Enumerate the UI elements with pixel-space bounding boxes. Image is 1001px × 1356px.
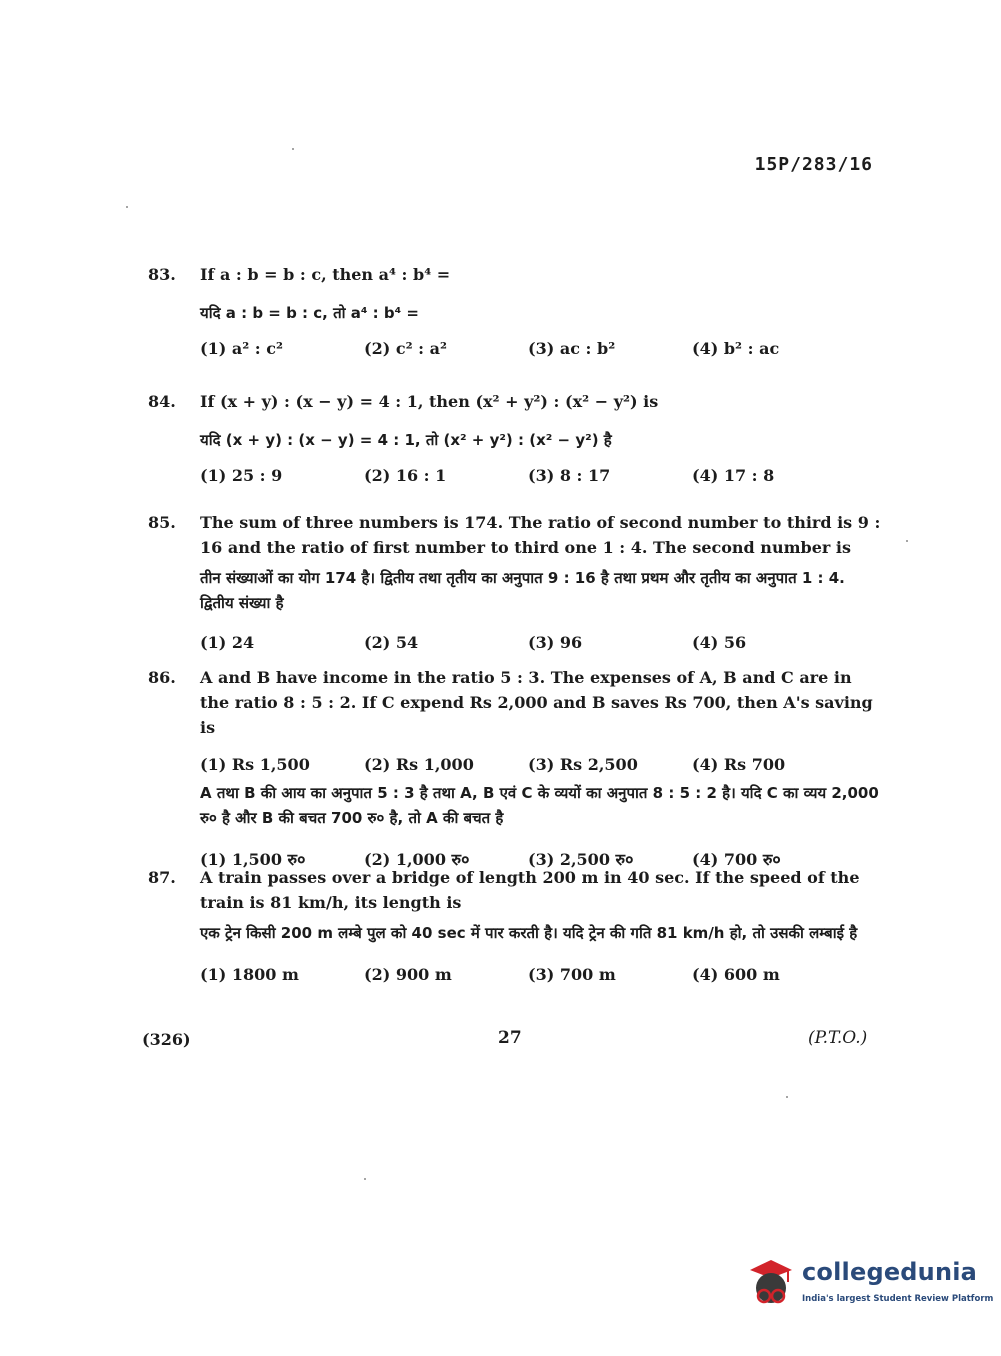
question-84 bbox=[148, 389, 883, 488]
question-text-hi: यदि a : b = b : c, तो a⁴ : b⁴ = bbox=[200, 304, 419, 322]
option-1: (1) 24 bbox=[200, 633, 255, 652]
please-turn-over: (P.T.O.) bbox=[808, 1028, 868, 1048]
option-2: (2) 54 bbox=[364, 633, 419, 652]
scan-speck bbox=[786, 1096, 788, 1098]
scan-speck bbox=[292, 148, 294, 150]
option-2: (2) 900 m bbox=[364, 965, 452, 984]
question-text-hi: एक ट्रेन किसी 200 m लम्बे पुल को 40 sec में पार करती है। यदि ट्रेन की गति 81 km/h हो, तो उसकी लम्बाई है bbox=[200, 924, 858, 942]
question-text-en: A and B have income in the ratio 5 : 3. The expenses of A, B and C are in the ratio 8 : 5 : 2. If C expend Rs 2,000 and B saves Rs 700, then A's saving is bbox=[200, 668, 873, 737]
question-number: 84. bbox=[148, 392, 176, 411]
question-number: 83. bbox=[148, 265, 176, 284]
option-4: (4) 600 m bbox=[692, 965, 780, 984]
option-4: (4) b² : ac bbox=[692, 339, 780, 358]
question-text-en: A train passes over a bridge of length 200 m in 40 sec. If the speed of the train is 81 km/h, its length is bbox=[200, 868, 860, 912]
options bbox=[200, 336, 883, 361]
question-text-en: If (x + y) : (x − y) = 4 : 1, then (x² + y²) : (x² − y²) is bbox=[200, 392, 659, 411]
question-number: 87. bbox=[148, 868, 176, 887]
options-en bbox=[200, 752, 883, 777]
logo-tagline: India's largest Student Review Platform bbox=[802, 1294, 994, 1304]
question-85 bbox=[148, 510, 883, 655]
option-4-en: (4) Rs 700 bbox=[692, 755, 786, 774]
option-4: (4) 56 bbox=[692, 633, 747, 652]
option-2: (2) c² : a² bbox=[364, 339, 448, 358]
option-3: (3) ac : b² bbox=[528, 339, 616, 358]
option-2: (2) 16 : 1 bbox=[364, 466, 447, 485]
question-text-en: If a : b = b : c, then a⁴ : b⁴ = bbox=[200, 265, 451, 284]
question-87 bbox=[148, 865, 883, 987]
options bbox=[200, 463, 883, 488]
paper-code: 15P/283/16 bbox=[754, 154, 873, 175]
logo-mascot-icon bbox=[744, 1256, 798, 1310]
question-number: 85. bbox=[148, 513, 176, 532]
option-1: (1) a² : c² bbox=[200, 339, 284, 358]
options bbox=[200, 962, 883, 987]
page-number: 27 bbox=[498, 1028, 522, 1048]
option-4: (4) 17 : 8 bbox=[692, 466, 775, 485]
option-3: (3) 700 m bbox=[528, 965, 616, 984]
option-4: (4) 700 रु० bbox=[692, 850, 781, 869]
question-83 bbox=[148, 262, 883, 361]
scan-speck bbox=[364, 1178, 366, 1180]
option-1-en: (1) Rs 1,500 bbox=[200, 755, 310, 774]
option-2: (2) 1,000 रु० bbox=[364, 850, 470, 869]
logo-wordmark: collegedunia bbox=[802, 1258, 978, 1286]
option-1: (1) 1800 m bbox=[200, 965, 299, 984]
question-text-hi: तीन संख्याओं का योग 174 है। द्वितीय तथा तृतीय का अनुपात 9 : 16 है तथा प्रथम और तृतीय का अनुपात 1 : 4. द्वितीय संख्या है bbox=[200, 569, 845, 612]
question-text-hi: यदि (x + y) : (x − y) = 4 : 1, तो (x² + y²) : (x² − y²) है bbox=[200, 431, 612, 449]
question-number: 86. bbox=[148, 668, 176, 687]
option-3-en: (3) Rs 2,500 bbox=[528, 755, 638, 774]
option-2-en: (2) Rs 1,000 bbox=[364, 755, 474, 774]
collegedunia-logo bbox=[744, 1256, 994, 1314]
option-1: (1) 1,500 रु० bbox=[200, 850, 306, 869]
paper-series-code: (326) bbox=[142, 1030, 191, 1049]
question-text-en: The sum of three numbers is 174. The ratio of second number to third is 9 : 16 and the ratio of first number to third one 1 : 4. The second number is bbox=[200, 513, 881, 557]
option-3: (3) 8 : 17 bbox=[528, 466, 611, 485]
scan-speck bbox=[126, 206, 128, 208]
option-3: (3) 2,500 रु० bbox=[528, 850, 634, 869]
question-86 bbox=[148, 665, 883, 872]
scan-speck bbox=[906, 540, 908, 542]
options bbox=[200, 630, 883, 655]
option-3: (3) 96 bbox=[528, 633, 583, 652]
option-1: (1) 25 : 9 bbox=[200, 466, 283, 485]
question-text-hi: A तथा B की आय का अनुपात 5 : 3 है तथा A, B एवं C के व्ययों का अनुपात 8 : 5 : 2 है। यदि C का व्यय 2,000 रु० है और B की बचत 700 रु० है, तो A की बचत है bbox=[200, 784, 879, 827]
